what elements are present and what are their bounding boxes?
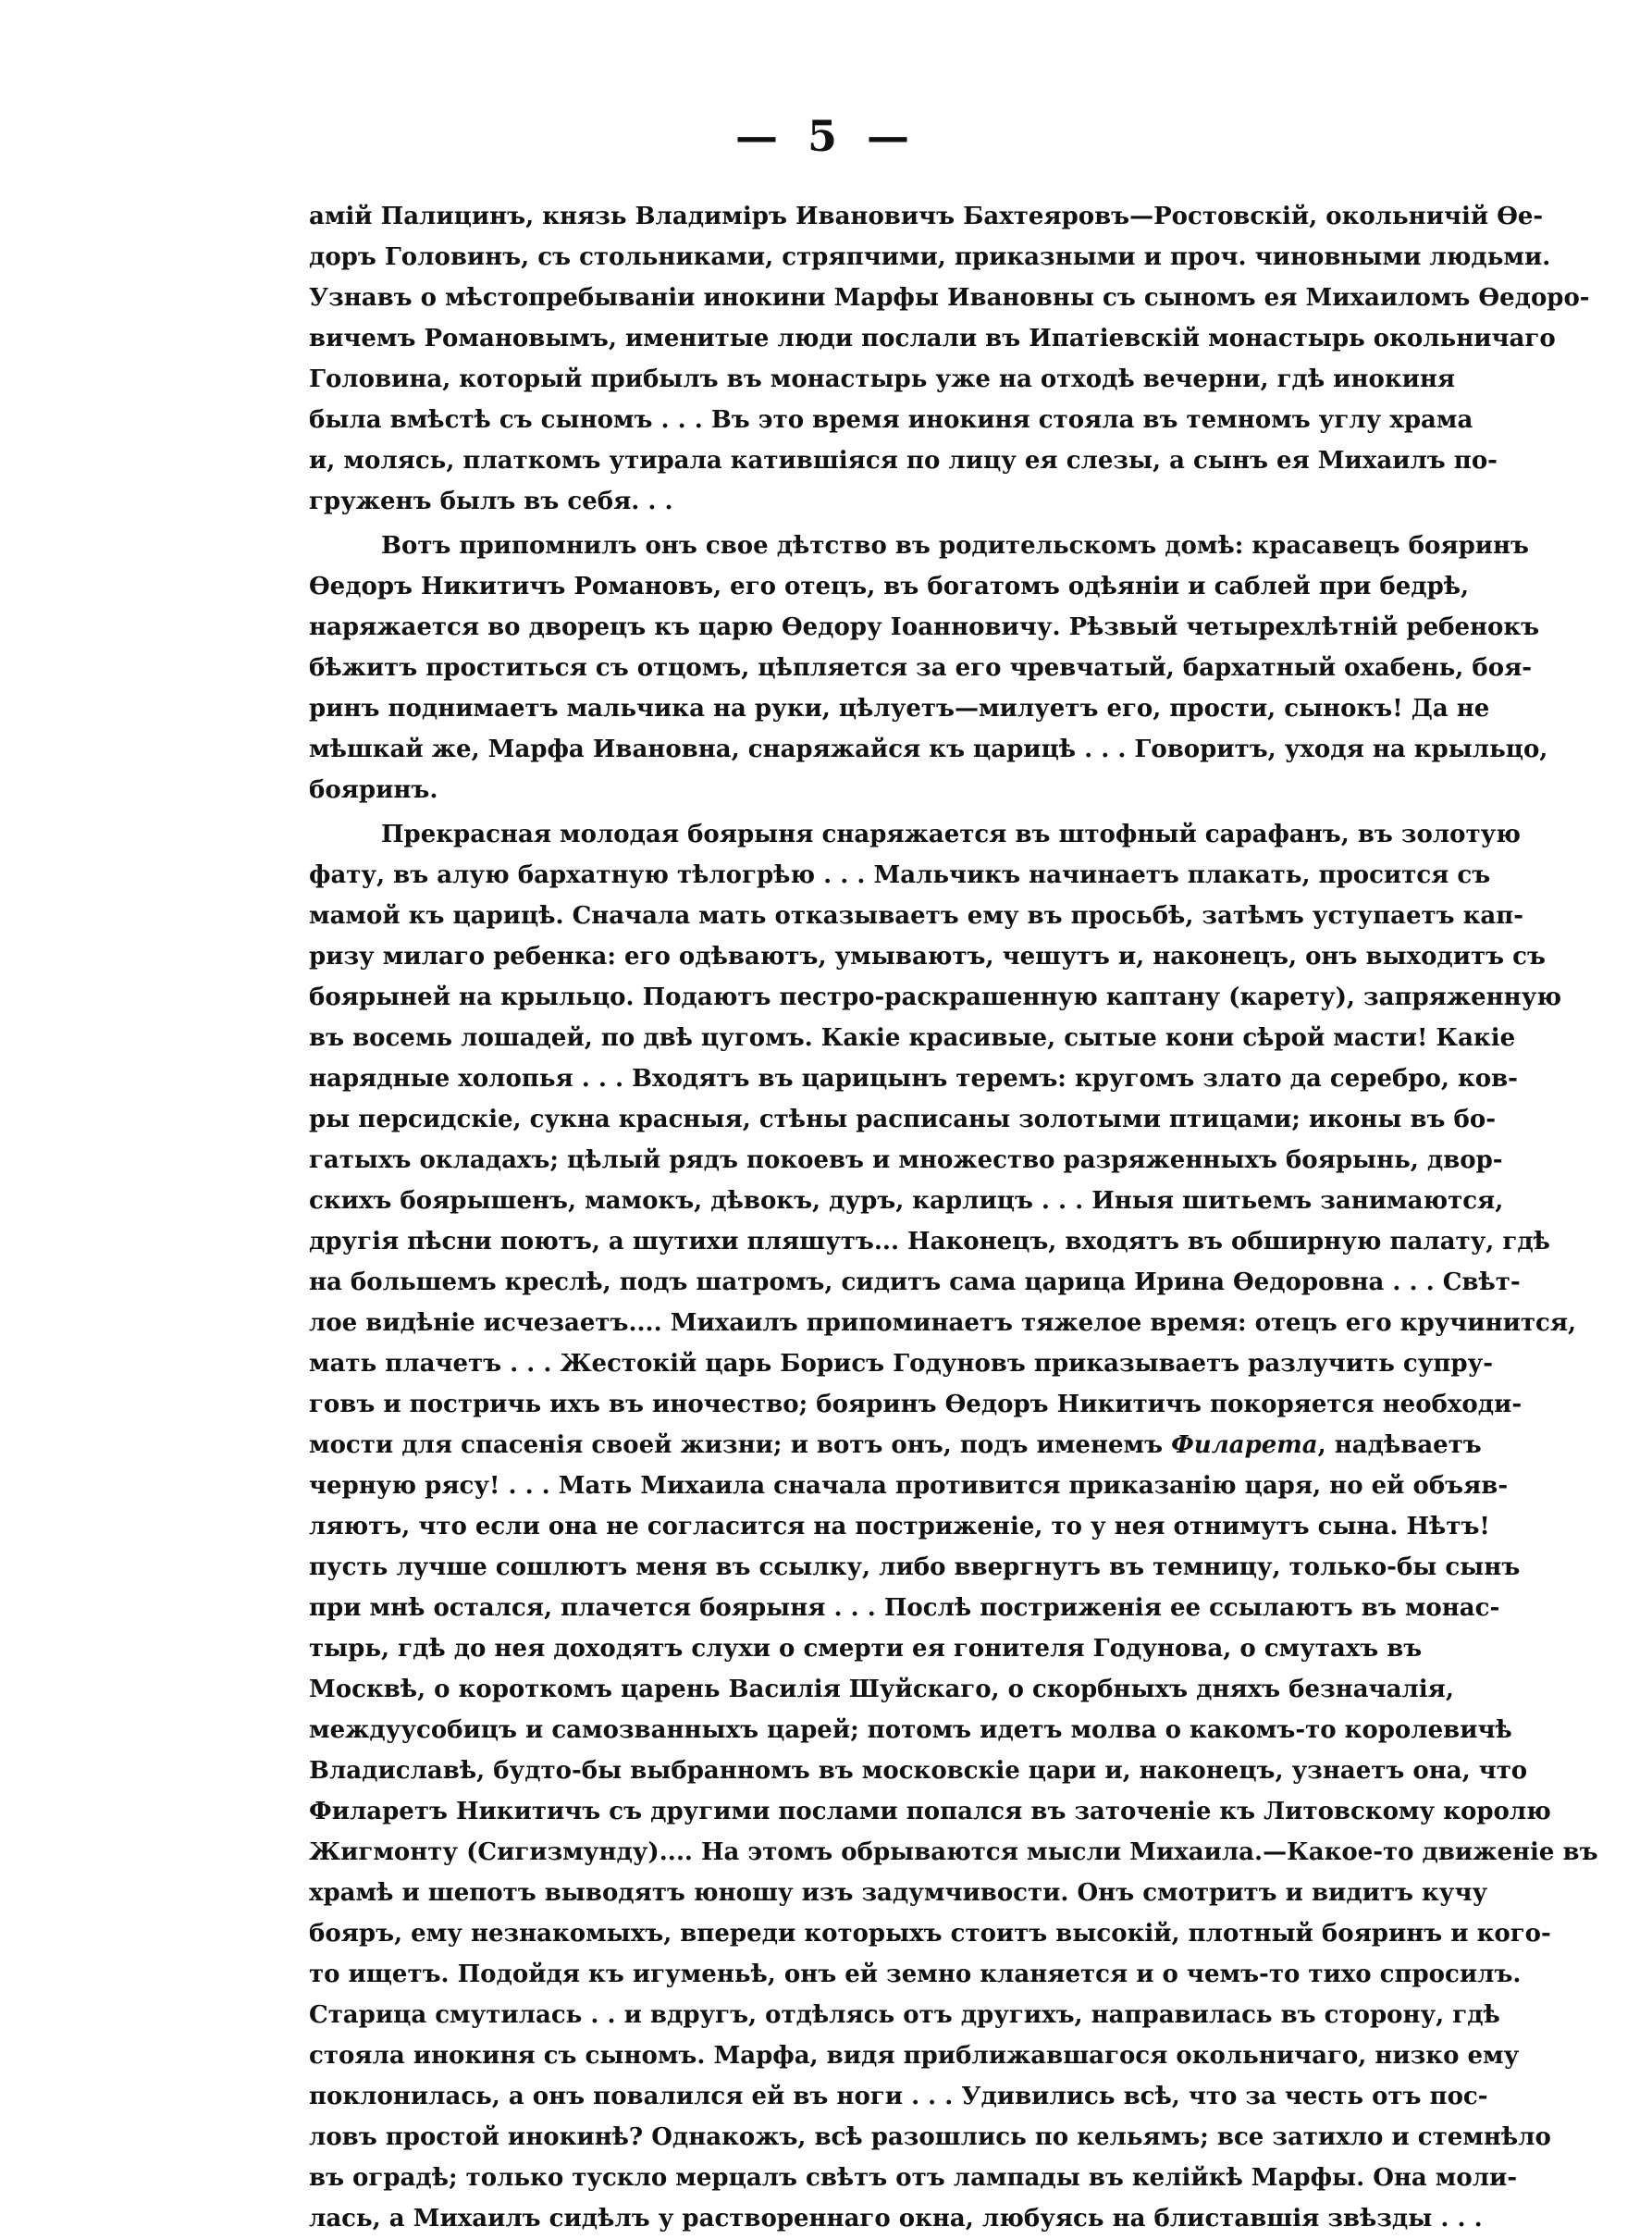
- text-line: Прекрасная молодая боярыня снаряжается въ штофный сарафанъ, въ золотую: [381, 821, 1521, 848]
- text-line: Владиславѣ, будто-бы выбранномъ въ московскіе цари и, наконецъ, узнаетъ она, что: [309, 1757, 1528, 1785]
- text-line: пусть лучше сошлютъ меня въ ссылку, либо ввергнутъ въ темницу, только-бы сынъ: [309, 1553, 1521, 1581]
- text-line: бѣжитъ проститься съ отцомъ, цѣпляется за его чревчатый, бархатный охабень, боя-: [309, 654, 1533, 682]
- text-line: то ищетъ. Подойдя къ игуменьѣ, онъ ей земно кланяется и о чемъ-то тихо спросилъ.: [309, 1961, 1522, 1988]
- text-line: междуусобицъ и самозванныхъ царей; потомъ идетъ молва о какомъ-то королевичѣ: [309, 1716, 1512, 1744]
- text-line: ловъ простой инокинѣ? Однакожъ, всѣ разошлись по кельямъ; все затихло и стемнѣло: [309, 2123, 1551, 2151]
- text-line: лась, а Михаилъ сидѣлъ у раствореннаго окна, любуясь на блиставшія звѣзды . . .: [309, 2205, 1483, 2233]
- text-line: ринъ поднимаетъ мальчика на руки, цѣлуетъ—милуетъ его, прости, сынокъ! Да не: [309, 695, 1490, 723]
- text-line: гатыхъ окладахъ; цѣлый рядъ покоевъ и множество разряженныхъ боярынь, двор-: [309, 1146, 1503, 1174]
- text-line: Головина, который прибылъ въ монастырь уже на отходѣ вечерни, гдѣ инокиня: [309, 365, 1456, 393]
- paragraph-3: [309, 814, 1598, 2239]
- text-line: черную рясу! . . . Мать Михаила сначала противится приказанію царя, но ей объяв-: [309, 1472, 1509, 1500]
- text-line: Вотъ припомнилъ онъ свое дѣтство въ родительскомъ домѣ: красавецъ бояринъ: [381, 532, 1530, 560]
- text-line: при мнѣ остался, плачется боярыня . . . Послѣ постриженія ее ссылаютъ въ монас-: [309, 1594, 1500, 1622]
- text-line: груженъ былъ въ себя. . .: [309, 488, 673, 515]
- text-line: Өедоръ Никитичъ Романовъ, его отецъ, въ богатомъ одѣяніи и саблей при бедрѣ,: [309, 573, 1470, 600]
- text-line: Узнавъ о мѣстопребываніи инокини Марфы Ивановны съ сыномъ ея Михаиломъ Өедоро-: [309, 284, 1590, 312]
- paragraph-1: [309, 196, 1590, 522]
- text-line: мать плачетъ . . . Жестокій царь Борисъ Годуновъ приказываетъ разлучить супру-: [309, 1350, 1494, 1378]
- text-line: другія пѣсни поютъ, а шутихи пляшутъ... Наконецъ, входятъ въ обширную палату, гдѣ: [309, 1228, 1550, 1256]
- text-line: на большемъ креслѣ, подъ шатромъ, сидитъ сама царица Ирина Өедоровна . . . Свѣт-: [309, 1268, 1521, 1296]
- text-line: Москвѣ, о короткомъ царень Василія Шуйскаго, о скорбныхъ дняхъ безначалія,: [309, 1676, 1454, 1703]
- text-line: Жигмонту (Сигизмунду).... На этомъ обрываются мысли Михаила.—Какое-то движеніе въ: [309, 1838, 1598, 1866]
- text-line: лое видѣніе исчезаетъ.... Михаилъ припоминаетъ тяжелое время: отецъ его кручинится,: [309, 1309, 1577, 1337]
- text-line: въ оградѣ; только тускло мерцалъ свѣтъ отъ лампады въ келійкѣ Марфы. Она моли-: [309, 2164, 1518, 2192]
- text-line: въ восемь лошадей, по двѣ цугомъ. Какіе красивые, сытые кони сѣрой масти! Какіе: [309, 1024, 1516, 1052]
- text-line: скихъ боярышенъ, мамокъ, дѣвокъ, дуръ, карлицъ . . . Иныя шитьемъ занимаются,: [309, 1187, 1504, 1215]
- text-line: доръ Головинъ, съ стольниками, стряпчими, приказными и проч. чиновными людьми.: [309, 243, 1551, 271]
- text-line: мамой къ царицѣ. Сначала мать отказываетъ ему въ просьбѣ, затѣмъ уступаетъ кап-: [309, 902, 1524, 930]
- paragraph-2: [309, 526, 1548, 810]
- text-line: тырь, гдѣ до нея доходятъ слухи о смерти ея гонителя Годунова, о смутахъ въ: [309, 1635, 1423, 1663]
- italic-name: Филарета: [1171, 1431, 1318, 1459]
- text-line: бояръ, ему незнакомыхъ, впереди которыхъ стоитъ высокій, плотный бояринъ и кого-: [309, 1920, 1551, 1948]
- text-line: боярыней на крыльцо. Подаютъ пестро-раскрашенную каптану (карету), запряженную: [309, 983, 1562, 1011]
- text-line: Старица смутилась . . и вдругъ, отдѣлясь отъ другихъ, направилась въ сторону, гдѣ: [309, 2001, 1500, 2029]
- text-line: ры персидскіе, сукна красныя, стѣны расписаны золотыми птицами; иконы въ бо-: [309, 1106, 1496, 1133]
- text-line: поклонилась, а онъ повалился ей въ ноги . . . Удивились всѣ, что за честь отъ пос-: [309, 2083, 1488, 2110]
- text-line: нарядные холопья . . . Входятъ въ царицынъ теремъ: кругомъ злато да серебро, ков-: [309, 1065, 1518, 1093]
- text-line: наряжается во дворецъ къ царю Өедору Іоанновичу. Рѣзвый четырехлѣтній ребенокъ: [309, 613, 1540, 641]
- text-line: и, молясь, платкомъ утирала катившіяся по лицу ея слезы, а сынъ ея Михаилъ по-: [309, 447, 1498, 475]
- page-number: — 5 —: [734, 111, 918, 161]
- text-line: вичемъ Романовымъ, именитые люди послали въ Ипатіевскій монастырь окольничаго: [309, 325, 1556, 353]
- text-line: храмѣ и шепотъ выводятъ юношу изъ задумчивости. Онъ смотритъ и видитъ кучу: [309, 1879, 1488, 1907]
- text-line: была вмѣстѣ съ сыномъ . . . Въ это время инокиня стояла въ темномъ углу храма: [309, 406, 1473, 434]
- text-line: фату, въ алую бархатную тѣлогрѣю . . . Мальчикъ начинаетъ плакать, просится съ: [309, 861, 1491, 889]
- text-line: стояла инокиня съ сыномъ. Марфа, видя приближавшагося окольничаго, низко ему: [309, 2042, 1520, 2070]
- text-line: ризу милаго ребенка: его одѣваютъ, умываютъ, чешутъ и, наконецъ, онъ выходитъ съ: [309, 943, 1546, 971]
- text-line: мости для спасенія своей жизни; и вотъ онъ, подъ именемъ Филарета, надѣваетъ: [309, 1431, 1482, 1459]
- text-line: амій Палицинъ, князь Владиміръ Ивановичъ Бахтеяровъ—Ростовскій, окольничій Өе-: [309, 203, 1544, 230]
- text-line: говъ и постричь ихъ въ иночество; бояринъ Өедоръ Никитичъ покоряется необходи-: [309, 1391, 1523, 1418]
- text-line: бояринъ.: [309, 776, 438, 804]
- text-line: ляютъ, что если она не согласится на постриженіе, то у нея отнимутъ сына. Нѣтъ!: [309, 1513, 1490, 1540]
- text-line: Филаретъ Никитичъ съ другими послами попался въ заточеніе къ Литовскому королю: [309, 1798, 1551, 1825]
- text-line: мѣшкай же, Марфа Ивановна, снаряжайся къ царицѣ . . . Говоритъ, уходя на крыльцо,: [309, 736, 1548, 763]
